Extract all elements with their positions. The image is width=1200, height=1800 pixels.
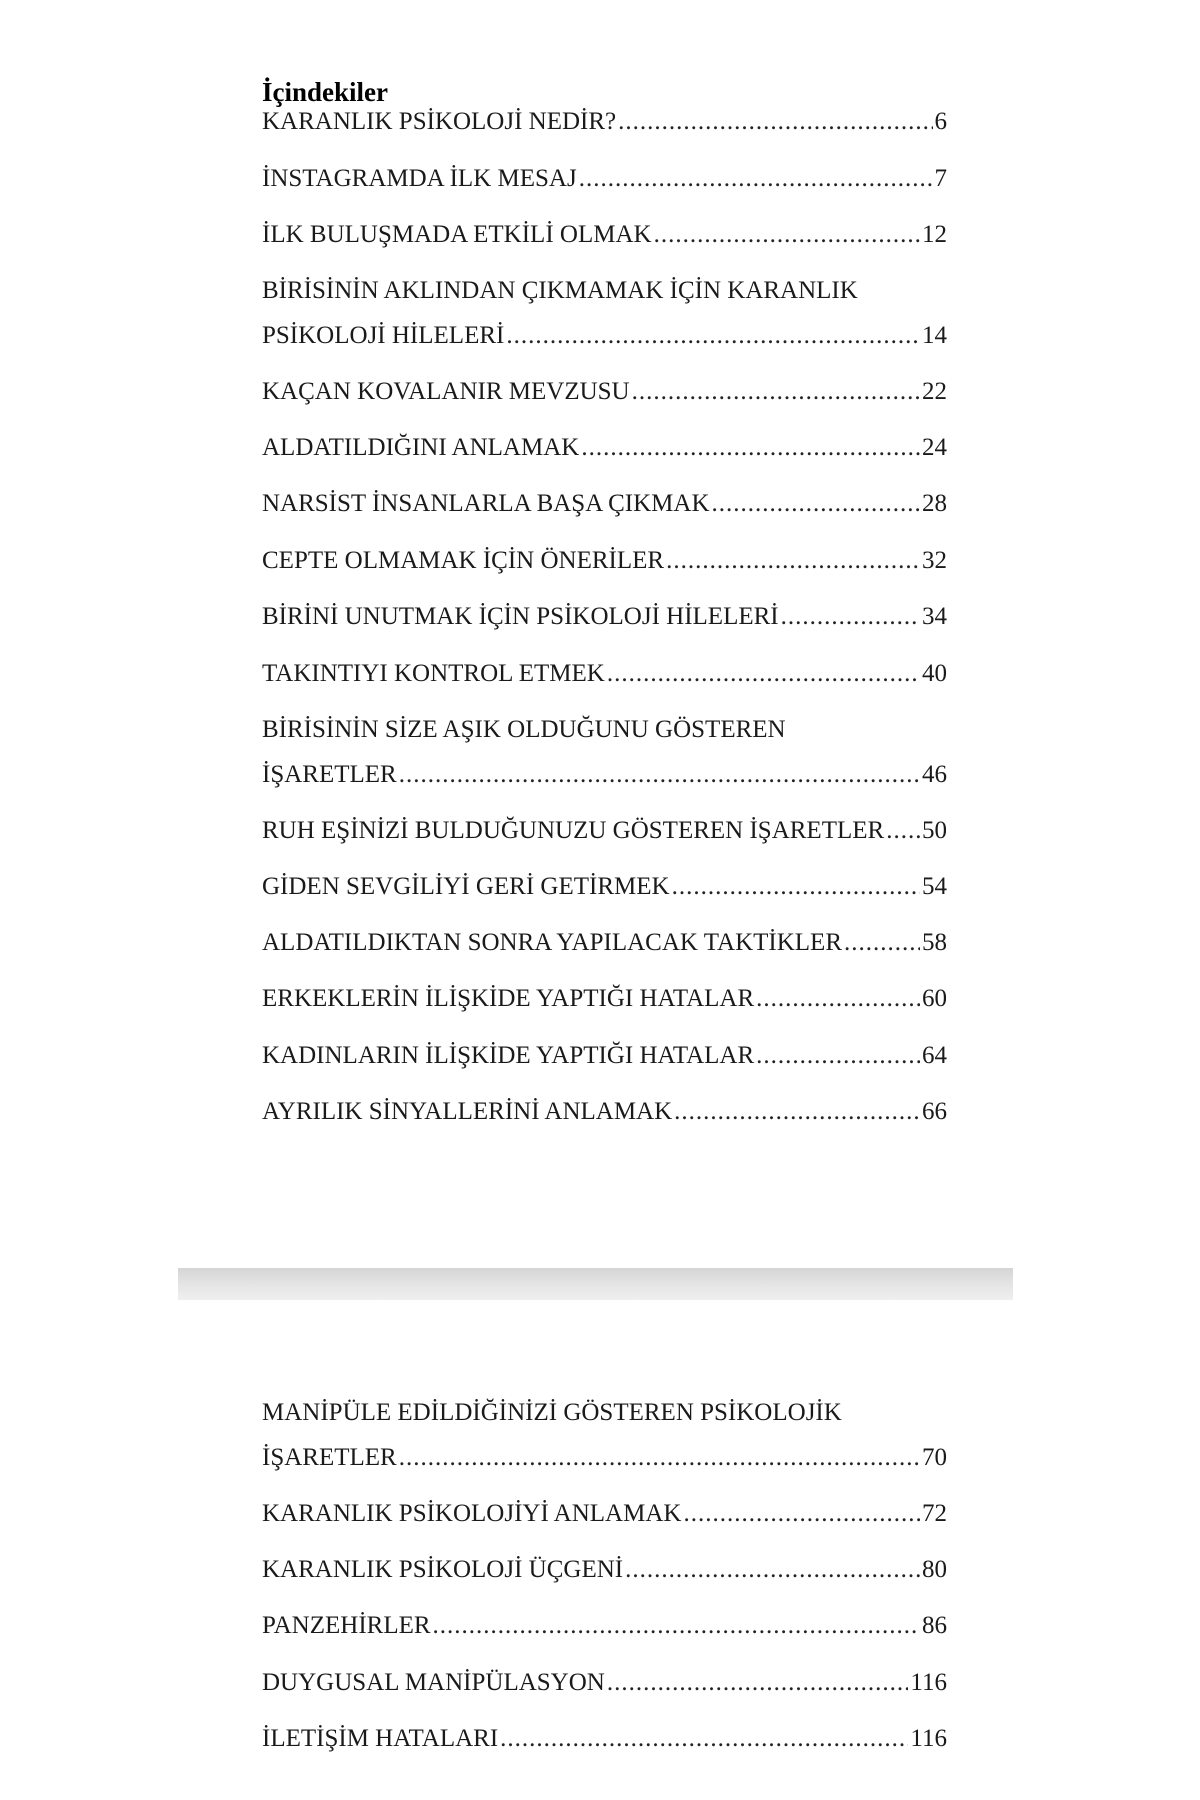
toc-entry-title: KARANLIK PSİKOLOJİYİ ANLAMAK bbox=[262, 1500, 682, 1527]
dot-leader bbox=[579, 156, 933, 201]
toc-entry[interactable] bbox=[262, 212, 947, 257]
toc-entry-first-line: BİRİSİNİN SİZE AŞIK OLDUĞUNU GÖSTEREN bbox=[262, 716, 786, 743]
toc-entry-line bbox=[262, 864, 947, 909]
dot-leader bbox=[632, 369, 920, 414]
toc-entry-title: AYRILIK SİNYALLERİNİ ANLAMAK bbox=[262, 1098, 673, 1125]
toc-entry[interactable] bbox=[262, 864, 947, 909]
toc-entry[interactable] bbox=[262, 594, 947, 639]
toc-entry[interactable] bbox=[262, 538, 947, 583]
toc-entry-page: 70 bbox=[922, 1444, 947, 1471]
toc-entry-page: 12 bbox=[922, 221, 947, 248]
page-break-separator bbox=[178, 1268, 1013, 1300]
toc-entry-line bbox=[262, 651, 947, 696]
toc-entry-page: 28 bbox=[922, 490, 947, 517]
toc-entry-page: 50 bbox=[922, 817, 947, 844]
toc-entry-line bbox=[262, 1491, 947, 1536]
toc-entry-title: İLK BULUŞMADA ETKİLİ OLMAK bbox=[262, 221, 652, 248]
dot-leader bbox=[607, 1660, 909, 1705]
toc-entry-line bbox=[262, 1547, 947, 1592]
toc-entry-page: 22 bbox=[922, 378, 947, 405]
toc-entry-page: 40 bbox=[922, 660, 947, 687]
toc-entry[interactable] bbox=[262, 1089, 947, 1134]
toc-entry[interactable] bbox=[262, 1660, 947, 1705]
toc-entry-page: 34 bbox=[922, 603, 947, 630]
dot-leader bbox=[666, 538, 920, 583]
toc-entry[interactable] bbox=[262, 1716, 947, 1761]
toc-entry[interactable] bbox=[262, 268, 947, 358]
dot-leader bbox=[886, 808, 920, 853]
toc-entry[interactable] bbox=[262, 707, 947, 797]
toc-entry-page: 64 bbox=[922, 1042, 947, 1069]
toc-entry-line bbox=[262, 976, 947, 1021]
toc-entry-line bbox=[262, 1716, 947, 1761]
toc-entry-page: 14 bbox=[922, 322, 947, 349]
dot-leader bbox=[781, 594, 920, 639]
toc-entry-line bbox=[262, 99, 947, 144]
dot-leader bbox=[625, 1547, 920, 1592]
dot-leader bbox=[844, 920, 920, 965]
toc-entry-line bbox=[262, 313, 947, 358]
toc-entry[interactable] bbox=[262, 808, 947, 853]
toc-entry-line bbox=[262, 1603, 947, 1648]
toc-entry-page: 80 bbox=[922, 1556, 947, 1583]
toc-entry-title: RUH EŞİNİZİ BULDUĞUNUZU GÖSTEREN İŞARETLER bbox=[262, 817, 885, 844]
toc-entry-line bbox=[262, 752, 947, 797]
toc-entry-title: ERKEKLERİN İLİŞKİDE YAPTIĞI HATALAR bbox=[262, 985, 755, 1012]
dot-leader bbox=[672, 864, 920, 909]
dot-leader bbox=[712, 481, 920, 526]
dot-leader bbox=[500, 1716, 908, 1761]
toc-entry-line bbox=[262, 1089, 947, 1134]
toc-entry-title: ALDATILDIĞINI ANLAMAK bbox=[262, 434, 580, 461]
toc-entry-title: DUYGUSAL MANİPÜLASYON bbox=[262, 1669, 605, 1696]
toc-entry[interactable] bbox=[262, 156, 947, 201]
toc-entry-title: GİDEN SEVGİLİYİ GERİ GETİRMEK bbox=[262, 873, 670, 900]
toc-entry[interactable] bbox=[262, 920, 947, 965]
toc-entry[interactable] bbox=[262, 1491, 947, 1536]
toc-entry[interactable] bbox=[262, 99, 947, 144]
toc-entry-title: İŞARETLER bbox=[262, 1444, 397, 1471]
toc-entry-title: PSİKOLOJİ HİLELERİ bbox=[262, 322, 505, 349]
toc-entry-page: 66 bbox=[922, 1098, 947, 1125]
toc-entry-title: BİRİNİ UNUTMAK İÇİN PSİKOLOJİ HİLELERİ bbox=[262, 603, 779, 630]
document-page-2 bbox=[0, 1300, 1200, 1800]
toc-entry-line bbox=[262, 1033, 947, 1078]
toc-entry[interactable] bbox=[262, 369, 947, 414]
toc-entry-first-line: MANİPÜLE EDİLDİĞİNİZİ GÖSTEREN PSİKOLOJİK bbox=[262, 1399, 842, 1426]
toc-entry-line bbox=[262, 538, 947, 583]
dot-leader bbox=[674, 1089, 920, 1134]
toc-entry-title: NARSİST İNSANLARLA BAŞA ÇIKMAK bbox=[262, 490, 710, 517]
toc-entry-line bbox=[262, 425, 947, 470]
toc-entry-page: 72 bbox=[922, 1500, 947, 1527]
toc-entry-title: KARANLIK PSİKOLOJİ NEDİR? bbox=[262, 108, 617, 135]
toc-entry-line bbox=[262, 156, 947, 201]
toc-entry-line bbox=[262, 481, 947, 526]
toc-entry-line bbox=[262, 1435, 947, 1480]
toc-entry-line bbox=[262, 1660, 947, 1705]
toc-entry-title: İLETİŞİM HATALARI bbox=[262, 1725, 499, 1752]
toc-entry-page: 24 bbox=[922, 434, 947, 461]
toc-entry-page: 46 bbox=[922, 761, 947, 788]
dot-leader bbox=[756, 1033, 920, 1078]
toc-entry[interactable] bbox=[262, 1547, 947, 1592]
toc-entry-page: 32 bbox=[922, 547, 947, 574]
dot-leader bbox=[756, 976, 920, 1021]
toc-entry-line bbox=[262, 808, 947, 853]
toc-entry-page: 60 bbox=[922, 985, 947, 1012]
dot-leader bbox=[399, 1435, 920, 1480]
toc-entry[interactable] bbox=[262, 1033, 947, 1078]
toc-entry-title: İŞARETLER bbox=[262, 761, 397, 788]
toc-entry-title: CEPTE OLMAMAK İÇİN ÖNERİLER bbox=[262, 547, 665, 574]
toc-entry-first-line: BİRİSİNİN AKLINDAN ÇIKMAMAK İÇİN KARANLIK bbox=[262, 277, 858, 304]
toc-entry[interactable] bbox=[262, 1390, 947, 1480]
toc-entry-title: KADINLARIN İLİŞKİDE YAPTIĞI HATALAR bbox=[262, 1042, 755, 1069]
dot-leader bbox=[607, 651, 920, 696]
toc-entry[interactable] bbox=[262, 425, 947, 470]
dot-leader bbox=[654, 212, 920, 257]
dot-leader bbox=[683, 1491, 920, 1536]
toc-entry-line bbox=[262, 594, 947, 639]
toc-entry[interactable] bbox=[262, 1603, 947, 1648]
toc-entry[interactable] bbox=[262, 481, 947, 526]
dot-leader bbox=[618, 99, 932, 144]
toc-entry-page: 6 bbox=[934, 108, 947, 135]
toc-entry[interactable] bbox=[262, 651, 947, 696]
toc-entry-title: PANZEHİRLER bbox=[262, 1612, 431, 1639]
toc-entry[interactable] bbox=[262, 976, 947, 1021]
toc-heading: İçindekiler bbox=[262, 77, 388, 107]
toc-entry-page: 116 bbox=[910, 1669, 947, 1696]
dot-leader bbox=[399, 752, 920, 797]
toc-entry-page: 58 bbox=[922, 929, 947, 956]
toc-entry-page: 116 bbox=[910, 1725, 947, 1752]
toc-entry-title: ALDATILDIKTAN SONRA YAPILACAK TAKTİKLER bbox=[262, 929, 842, 956]
dot-leader bbox=[433, 1603, 920, 1648]
toc-entry-title: TAKINTIYI KONTROL ETMEK bbox=[262, 660, 605, 687]
dot-leader bbox=[506, 313, 920, 358]
toc-entry-page: 7 bbox=[934, 165, 947, 192]
dot-leader bbox=[581, 425, 920, 470]
toc-entry-line bbox=[262, 212, 947, 257]
toc-entry-line bbox=[262, 369, 947, 414]
toc-entry-title: İNSTAGRAMDA İLK MESAJ bbox=[262, 165, 577, 192]
toc-entry-page: 86 bbox=[922, 1612, 947, 1639]
toc-entry-line bbox=[262, 920, 947, 965]
toc-entry-page: 54 bbox=[922, 873, 947, 900]
toc-entry-title: KARANLIK PSİKOLOJİ ÜÇGENİ bbox=[262, 1556, 624, 1583]
toc-entry-title: KAÇAN KOVALANIR MEVZUSU bbox=[262, 378, 630, 405]
